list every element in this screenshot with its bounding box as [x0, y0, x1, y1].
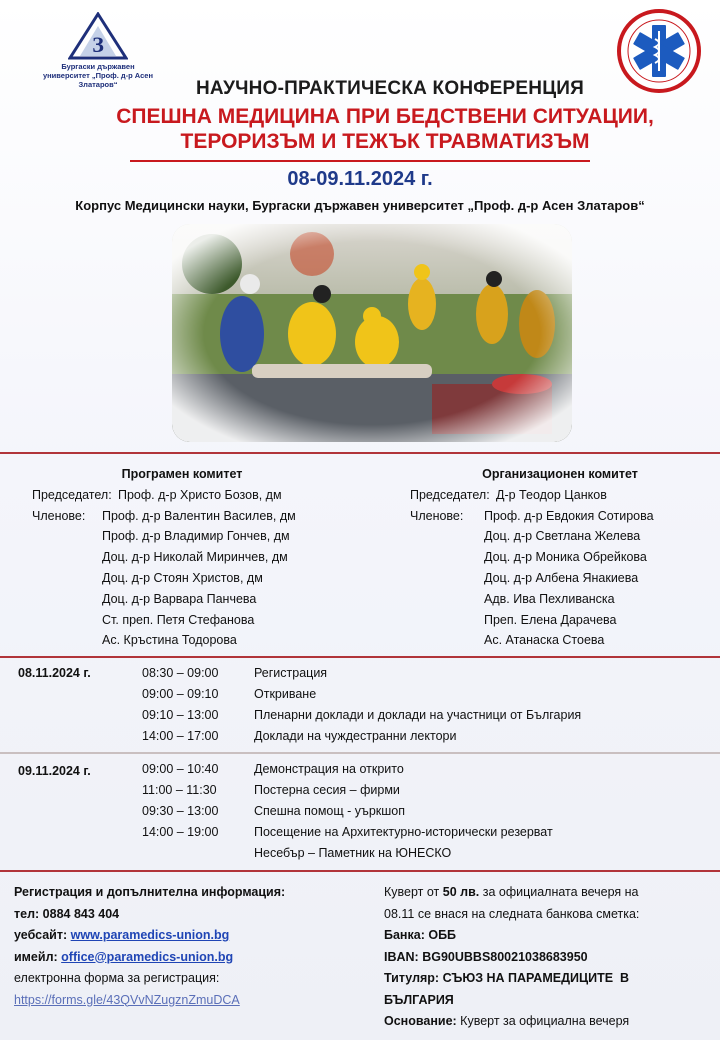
- schedule-slot: [142, 666, 327, 680]
- program-committee-member-row: [32, 589, 362, 610]
- section-divider-schedule: [0, 656, 720, 658]
- organizing-committee-member-row: [410, 526, 710, 547]
- holder-label: Титуляр:: [384, 971, 440, 985]
- holder-value-line2: БЪЛГАРИЯ: [384, 992, 454, 1007]
- slot-activity: Посещение на Архитектурно-исторически резерват: [254, 825, 553, 839]
- chair-role-label: Председател:: [410, 487, 490, 502]
- contact-website-row: [14, 925, 374, 947]
- section-divider-top: [0, 452, 720, 454]
- university-logo: [38, 12, 158, 92]
- program-committee-member-row: [32, 568, 362, 589]
- day1-date: 08.11.2024 г.: [18, 666, 91, 680]
- university-logo-icon: [68, 12, 128, 60]
- program-committee-member: Доц. д-р Варвара Панчева: [102, 591, 257, 606]
- logo-caption-line2: университет „Проф. д-р Асен: [42, 71, 153, 80]
- schedule-slot: [142, 804, 405, 818]
- organizing-committee-member: Доц. д-р Моника Обрейкова: [484, 550, 647, 565]
- bank-value: ОББ: [428, 928, 457, 942]
- slot-time: 08:30 – 09:00: [142, 666, 219, 680]
- slot-time: 14:00 – 19:00: [142, 825, 219, 839]
- slot-time: 09:10 – 13:00: [142, 708, 219, 722]
- phone-value: 0884 843 404: [42, 906, 120, 921]
- website-label: уебсайт:: [14, 928, 68, 942]
- section-divider-footer: [0, 870, 720, 872]
- slot-activity: Откриване: [254, 687, 317, 701]
- organizing-committee-member-row: [410, 589, 710, 610]
- slot-time: 11:00 – 11:30: [142, 783, 217, 797]
- program-committee-member: Доц. д-р Стоян Христов, дм: [102, 570, 263, 585]
- program-committee-title: Програмен комитет: [121, 467, 243, 481]
- organizing-committee-chair: Д-р Теодор Цанков: [496, 487, 607, 502]
- organizing-committee-member: Ас. Атанаска Стоева: [484, 633, 605, 648]
- schedule-slot: [142, 687, 316, 701]
- bank-label: Банка:: [384, 928, 425, 942]
- slot-activity: Демонстрация на открито: [254, 762, 404, 776]
- organizing-committee-member-row: [410, 610, 710, 631]
- conference-type: НАУЧНО-ПРАКТИЧЕСКА КОНФЕРЕНЦИЯ: [195, 78, 584, 99]
- program-committee-member-row: [32, 526, 362, 547]
- organizing-committee-member-row: [410, 506, 710, 527]
- members-role-label: Членове:: [410, 508, 464, 523]
- organizing-committee-member: Проф. д-р Евдокия Сотирова: [484, 508, 654, 523]
- bank-row: [384, 925, 714, 947]
- purpose-row: [384, 1011, 714, 1033]
- organizing-committee-member-row: [410, 547, 710, 568]
- slot-activity: Спешна помощ - уъркшоп: [254, 804, 405, 818]
- day2-date: 09.11.2024 г.: [18, 764, 91, 778]
- logo-caption-line1: Бургаски държавен: [61, 62, 135, 71]
- title-underline: [130, 160, 590, 162]
- payment-line1-suffix: за официалната вечеря на: [482, 885, 639, 899]
- organizing-committee-member-row: [410, 568, 710, 589]
- organizing-committee-member: Адв. Ива Пехливанска: [484, 591, 615, 606]
- registration-form-label: електронна форма за регистрация:: [14, 971, 220, 985]
- star-of-life-icon: [614, 6, 704, 96]
- slot-activity: Доклади на чуждестранни лектори: [254, 729, 457, 743]
- program-committee-member-row: [32, 630, 362, 651]
- contact-heading: Регистрация и допълнителна информация:: [14, 885, 286, 899]
- organizing-committee-member: Доц. д-р Светлана Желева: [484, 529, 641, 544]
- conference-theme: [90, 104, 680, 154]
- contact-info: [14, 882, 374, 1011]
- program-committee-member: Проф. д-р Владимир Гончев, дм: [102, 529, 290, 544]
- schedule-slot: [142, 783, 400, 797]
- payment-info: [384, 882, 714, 1033]
- slot-time: 14:00 – 17:00: [142, 729, 219, 743]
- rescue-scene-photo: [172, 224, 572, 442]
- organizing-committee-member-row: [410, 630, 710, 651]
- organizing-committee-member: Преп. Елена Дарачева: [484, 612, 617, 627]
- schedule-slot: [142, 708, 581, 722]
- iban-value: BG90UBBS80021038683950: [422, 949, 588, 964]
- paramedics-union-logo: [614, 6, 704, 96]
- theme-line2: ТЕРОРИЗЪМ И ТЕЖЪК ТРАВМАТИЗЪМ: [180, 130, 590, 153]
- program-committee-member: Ас. Кръстина Тодорова: [102, 633, 237, 648]
- slot-activity-continuation: Несебър – Паметник на ЮНЕСКО: [254, 846, 452, 860]
- holder-value-line1: СЪЮЗ НА ПАРАМЕДИЦИТЕ В: [442, 971, 630, 985]
- program-committee-member: Проф. д-р Валентин Василев, дм: [102, 508, 296, 523]
- purpose-value: Куверт за официална вечеря: [460, 1014, 630, 1028]
- schedule-slot: [142, 825, 553, 839]
- logo-caption-line3: Златаров“: [78, 80, 118, 89]
- registration-form-link[interactable]: https://forms.gle/43QVvNZugznZmuDCA: [14, 992, 240, 1007]
- schedule-slot: [142, 762, 404, 776]
- program-committee-chair: Проф. д-р Христо Бозов, дм: [118, 487, 282, 502]
- payment-line1-prefix: Куверт от: [384, 885, 440, 899]
- payment-amount: 50 лв.: [442, 885, 480, 899]
- email-label: имейл:: [14, 949, 58, 964]
- day-divider: [0, 752, 720, 754]
- website-link[interactable]: www.paramedics-union.bg: [70, 928, 230, 942]
- contact-phone-row: [14, 904, 374, 926]
- program-committee-chair-row: [32, 485, 362, 506]
- program-committee: [32, 464, 362, 651]
- organizing-committee-title: Организационен комитет: [482, 467, 638, 481]
- program-committee-member: Доц. д-р Николай Миринчев, дм: [102, 550, 288, 565]
- slot-time: 09:30 – 13:00: [142, 804, 219, 818]
- program-committee-member-row: [32, 506, 362, 527]
- organizing-committee-chair-row: [410, 485, 710, 506]
- iban-label: IBAN:: [384, 949, 419, 964]
- conference-venue: Корпус Медицински науки, Бургаски държавен университет „Проф. д-р Асен Златаров“: [75, 198, 645, 213]
- svg-text:З: З: [92, 32, 104, 57]
- email-link[interactable]: office@paramedics-union.bg: [61, 949, 234, 964]
- iban-row: [384, 947, 714, 969]
- program-committee-member-row: [32, 610, 362, 631]
- theme-line1: СПЕШНА МЕДИЦИНА ПРИ БЕДСТВЕНИ СИТУАЦИИ,: [116, 105, 654, 128]
- program-committee-member: Ст. преп. Петя Стефанова: [102, 612, 255, 627]
- schedule-slot: [142, 729, 456, 743]
- slot-activity: Постерна сесия – фирми: [254, 783, 400, 797]
- payment-line1: [384, 882, 714, 904]
- organizing-committee-member: Доц. д-р Албена Янакиева: [484, 570, 639, 585]
- contact-email-row: [14, 947, 374, 969]
- chair-role-label: Председател:: [32, 487, 112, 502]
- organizing-committee: [410, 464, 710, 651]
- schedule-slot-continuation: [142, 846, 451, 860]
- slot-activity: Пленарни доклади и доклади на участници от България: [254, 708, 582, 722]
- program-committee-member-row: [32, 547, 362, 568]
- conference-dates: 08-09.11.2024 г.: [287, 168, 433, 190]
- payment-line2: 08.11 се внася на следната банкова сметка:: [384, 906, 640, 921]
- holder-row: [384, 968, 714, 990]
- slot-time: 09:00 – 10:40: [142, 762, 219, 776]
- purpose-label: Основание:: [384, 1014, 457, 1028]
- members-role-label: Членове:: [32, 508, 86, 523]
- slot-activity: Регистрация: [254, 666, 328, 680]
- phone-label: тел:: [14, 906, 40, 921]
- slot-time: 09:00 – 09:10: [142, 687, 219, 701]
